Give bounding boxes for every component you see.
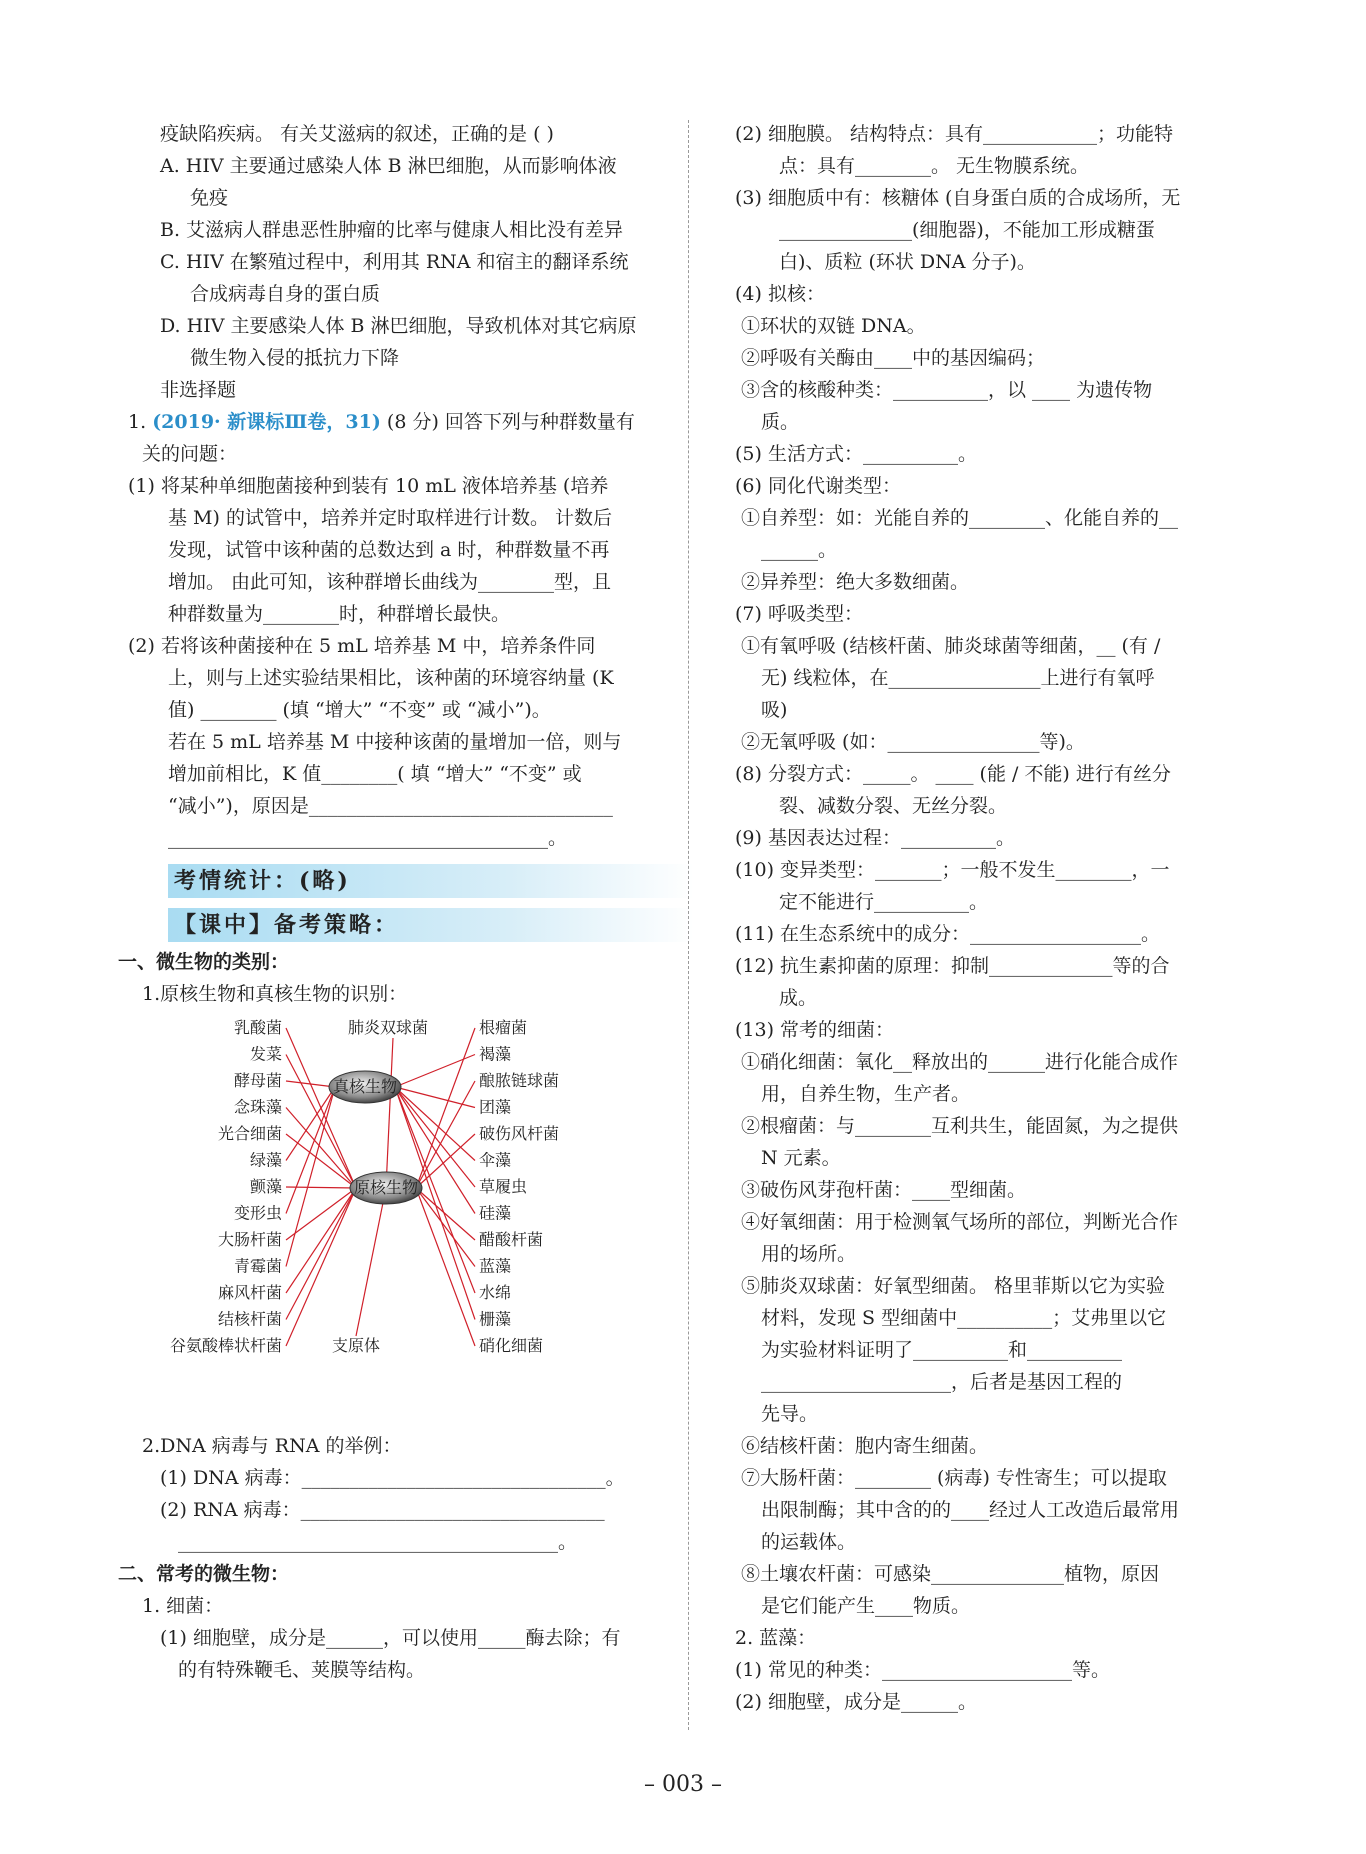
map-right-item: 褐藻 — [479, 1044, 512, 1064]
map-left-item: 乳酸菌 — [233, 1018, 282, 1037]
text-line: ⑥结核杆菌：胞内寄生细菌。 — [741, 1435, 989, 1457]
text-line: 增加前相比，K 值________( 填 “增大” “不变” 或 — [168, 763, 582, 785]
map-link-line — [286, 1188, 356, 1293]
map-top-item: 肺炎双球菌 — [347, 1018, 429, 1037]
text-line: (11) 在生态系统中的成分：__________________。 — [735, 923, 1161, 945]
map-link-line — [286, 1108, 356, 1189]
map-right-item: 根瘤菌 — [479, 1018, 528, 1037]
map-link-line — [395, 1055, 475, 1088]
text-line: ______________(细胞器)，不能加工形成糖蛋 — [779, 219, 1155, 241]
text-line: ②呼吸有关酶由____中的基因编码； — [741, 347, 1046, 369]
text-line: (5) 生活方式：__________。 — [735, 443, 977, 465]
text-line: (4) 拟核： — [735, 283, 825, 305]
text-line: 是它们能产生____物质。 — [761, 1595, 971, 1617]
map-link-line — [416, 1188, 475, 1346]
text-line: 微生物入侵的抵抗力下降 — [190, 347, 400, 369]
text-line: 材料，发现 S 型细菌中__________；艾弗里以它 — [761, 1307, 1167, 1329]
text-line: ①环状的双链 DNA。 — [741, 315, 926, 337]
eukaryote-node-label: 真核生物 — [332, 1077, 398, 1096]
section-label: 非选择题 — [160, 379, 237, 401]
text-line: 增加。 由此可知，该种群增长曲线为________型，且 — [168, 571, 612, 593]
map-link-line — [286, 1188, 356, 1240]
option-a: A. HIV 主要通过感染人体 B 淋巴细胞，从而影响体液 — [160, 155, 617, 177]
option-c: C. HIV 在繁殖过程中，利用其 RNA 和宿主的翻译系统 — [160, 251, 629, 273]
text-line: (9) 基因表达过程：__________。 — [735, 827, 1015, 849]
text-line: ④好氧细菌：用于检测氧气场所的部位，判断光合作 — [741, 1211, 1179, 1233]
text-line: ①自养型：如：光能自养的________、化能自养的__ — [741, 507, 1179, 529]
text-line: 关的问题： — [142, 443, 238, 465]
text-line: 质。 — [761, 411, 800, 433]
option-d: D. HIV 主要感染人体 B 淋巴细胞，导致机体对其它病原 — [160, 315, 637, 337]
map-left-item: 麻风杆菌 — [217, 1283, 282, 1302]
question-source: (2019· 新课标Ⅲ卷，31) — [152, 411, 381, 433]
subheading: 1.原核生物和真核生物的识别： — [142, 983, 408, 1005]
map-right-item: 蓝藻 — [479, 1256, 512, 1276]
map-right-item: 酿脓链球菌 — [479, 1071, 560, 1090]
text-line: (13) 常考的细菌： — [735, 1019, 895, 1041]
text-line: 值) ________ (填 “增大” “不变” 或 “减小”)。 — [168, 699, 551, 721]
classification-diagram — [128, 1010, 673, 1430]
text-line: (8) 分裂方式：_____。 ____ (能 / 不能) 进行有丝分 — [735, 763, 1171, 785]
map-bottom-item: 支原体 — [331, 1336, 381, 1355]
map-link-line — [395, 1087, 475, 1320]
map-right-item: 水绵 — [479, 1283, 512, 1302]
question-text: (8 分) 回答下列与种群数量有 — [386, 411, 635, 433]
text-line: ①有氧呼吸 (结核杆菌、肺炎球菌等细菌，__ (有 / — [741, 635, 1161, 657]
map-left-item: 念珠藻 — [233, 1097, 282, 1117]
text-line: ②无氧呼吸 (如：________________等)。 — [741, 731, 1085, 753]
text-line: ________________________________________。 — [178, 1531, 578, 1553]
text-line: ⑤肺炎双球菌：好氧型细菌。 格里菲斯以它为实验 — [741, 1275, 1166, 1297]
text-line: 为实验材料证明了__________和__________ — [761, 1339, 1123, 1361]
text-line: (2) 细胞膜。 结构特点：具有____________；功能特 — [735, 123, 1173, 145]
text-line: ②异养型：绝大多数细菌。 — [741, 571, 970, 593]
text-line: ____________________，后者是基因工程的 — [761, 1371, 1123, 1393]
text-line: (7) 呼吸类型： — [735, 603, 863, 625]
map-left-item: 酵母菌 — [233, 1071, 282, 1090]
section-heading: 二、常考的微生物： — [118, 1563, 290, 1585]
text-line: (1) 将某种单细胞菌接种到装有 10 mL 液体培养基 (培养 — [128, 475, 609, 497]
text-line: ⑧土壤农杆菌：可感染______________植物，原因 — [741, 1563, 1160, 1585]
text-line: 若在 5 mL 培养基 M 中接种该菌的量增加一倍，则与 — [168, 731, 622, 753]
map-left-item: 结核杆菌 — [217, 1309, 282, 1329]
right-column — [735, 118, 1240, 1718]
text-line: N 元素。 — [761, 1147, 841, 1169]
text-line: 疫缺陷疾病。 有关艾滋病的叙述，正确的是 ( ) — [160, 123, 554, 145]
text-line: ________________________________________。 — [168, 827, 568, 849]
text-line: 成。 — [779, 987, 818, 1009]
map-left-item: 发菜 — [249, 1044, 282, 1064]
option-b: B. 艾滋病人群患恶性肿瘤的比率与健康人相比没有差异 — [160, 219, 624, 241]
map-right-item: 伞藻 — [479, 1150, 512, 1170]
section-heading: 一、微生物的类别： — [118, 951, 290, 973]
text-line: 2. 蓝藻： — [735, 1627, 817, 1649]
text-line: ⑦大肠杆菌：________ (病毒) 专性寄生；可以提取 — [741, 1467, 1167, 1489]
map-right-item: 破伤风杆菌 — [479, 1124, 560, 1143]
text-line: (12) 抗生素抑菌的原理：抑制_____________等的合 — [735, 955, 1170, 977]
prokaryote-node-label: 原核生物 — [353, 1178, 419, 1197]
text-line: 白)、质粒 (环状 DNA 分子)。 — [779, 251, 1036, 273]
text-line: (10) 变异类型：_______；一般不发生________，一 — [735, 859, 1170, 881]
map-left-item: 变形虫 — [233, 1203, 282, 1223]
text-line: 定不能进行__________。 — [779, 891, 989, 913]
question-1-header — [128, 406, 673, 438]
map-right-item: 硅藻 — [479, 1203, 512, 1223]
left-column — [118, 118, 673, 1686]
map-right-item: 栅藻 — [479, 1309, 512, 1329]
map-right-item: 醋酸杆菌 — [479, 1230, 544, 1249]
text-line: 无) 线粒体，在________________上进行有氧呼 — [761, 667, 1155, 689]
map-left-item: 青霉菌 — [233, 1256, 282, 1276]
text-line: 的运载体。 — [761, 1531, 857, 1553]
text-line: 合成病毒自身的蛋白质 — [190, 283, 381, 305]
text-line: ③破伤风芽孢杆菌：____型细菌。 — [741, 1179, 1027, 1201]
text-line: ②根瘤菌：与________互利共生，能固氮，为之提供 — [741, 1115, 1179, 1137]
text-line: (1) 细胞壁，成分是______，可以使用_____酶去除；有 — [160, 1627, 621, 1649]
map-link-line — [286, 1188, 356, 1320]
text-line: ③含的核酸种类：__________，以 ____ 为遗传物 — [741, 379, 1153, 401]
text-line: ①硝化细菌：氧化__释放出的______进行化能合成作 — [741, 1051, 1179, 1073]
map-link-line — [286, 1081, 335, 1087]
subheading: 2.DNA 病毒与 RNA 的举例： — [142, 1435, 402, 1457]
text-line: 免疫 — [190, 187, 229, 209]
text-line: (2) 若将该种菌接种在 5 mL 培养基 M 中，培养条件同 — [128, 635, 596, 657]
text-line: ______。 — [761, 539, 838, 561]
text-line: 的有特殊鞭毛、荚膜等结构。 — [178, 1659, 426, 1681]
text-line: 种群数量为________时，种群增长最快。 — [168, 603, 511, 625]
classification-map — [128, 1010, 673, 1430]
banner-strategy: 【课中】备考策略： — [168, 908, 694, 942]
map-right-item: 草履虫 — [479, 1177, 528, 1196]
text-line: (6) 同化代谢类型： — [735, 475, 901, 497]
dna-virus-line: (1) DNA 病毒：________________________________。 — [160, 1467, 625, 1489]
map-left-item: 绿藻 — [249, 1150, 282, 1170]
text-line: 吸) — [761, 699, 788, 721]
map-right-item: 硝化细菌 — [479, 1336, 544, 1355]
map-left-item: 谷氨酸棒状杆菌 — [169, 1336, 282, 1355]
map-left-item: 大肠杆菌 — [217, 1230, 282, 1249]
text-line: (3) 细胞质中有：核糖体 (自身蛋白质的合成场所，无 — [735, 187, 1181, 209]
page-number: – 003 – — [644, 1772, 722, 1797]
map-left-item: 颤藻 — [249, 1177, 282, 1196]
map-link-line — [416, 1134, 475, 1188]
map-link-line — [286, 1134, 356, 1188]
map-link-line — [386, 1038, 393, 1188]
text-line: 用的场所。 — [761, 1243, 857, 1265]
text-line: 出限制酶；其中含的的____经过人工改造后最常用 — [761, 1499, 1180, 1521]
map-right-item: 团藻 — [479, 1097, 512, 1117]
text-line: 发现，试管中该种菌的总数达到 a 时，种群数量不再 — [168, 539, 610, 561]
question-number: 1. — [128, 411, 147, 433]
map-link-line — [286, 1087, 335, 1267]
text-line: (2) 细胞壁，成分是______。 — [735, 1691, 977, 1713]
text-line: “减小”)，原因是________________________________ — [168, 795, 613, 817]
text-line: 先导。 — [761, 1403, 819, 1425]
rna-virus-line: (2) RNA 病毒：________________________________ — [160, 1499, 605, 1521]
map-link-line — [286, 1188, 356, 1346]
map-link-line — [356, 1188, 386, 1336]
text-line: (1) 常见的种类：____________________等。 — [735, 1659, 1110, 1681]
subheading: 1. 细菌： — [142, 1595, 224, 1617]
text-line: 基 M) 的试管中，培养并定时取样进行计数。 计数后 — [168, 507, 612, 529]
text-line: 裂、减数分裂、无丝分裂。 — [779, 795, 1008, 817]
map-left-item: 光合细菌 — [217, 1124, 282, 1143]
banner-stats: 考情统计：(略) — [168, 864, 694, 898]
text-line: 用，自养生物，生产者。 — [761, 1083, 971, 1105]
text-line: 上，则与上述实验结果相比，该种菌的环境容纳量 (K — [168, 667, 614, 689]
text-line: 点：具有________。 无生物膜系统。 — [779, 155, 1090, 177]
